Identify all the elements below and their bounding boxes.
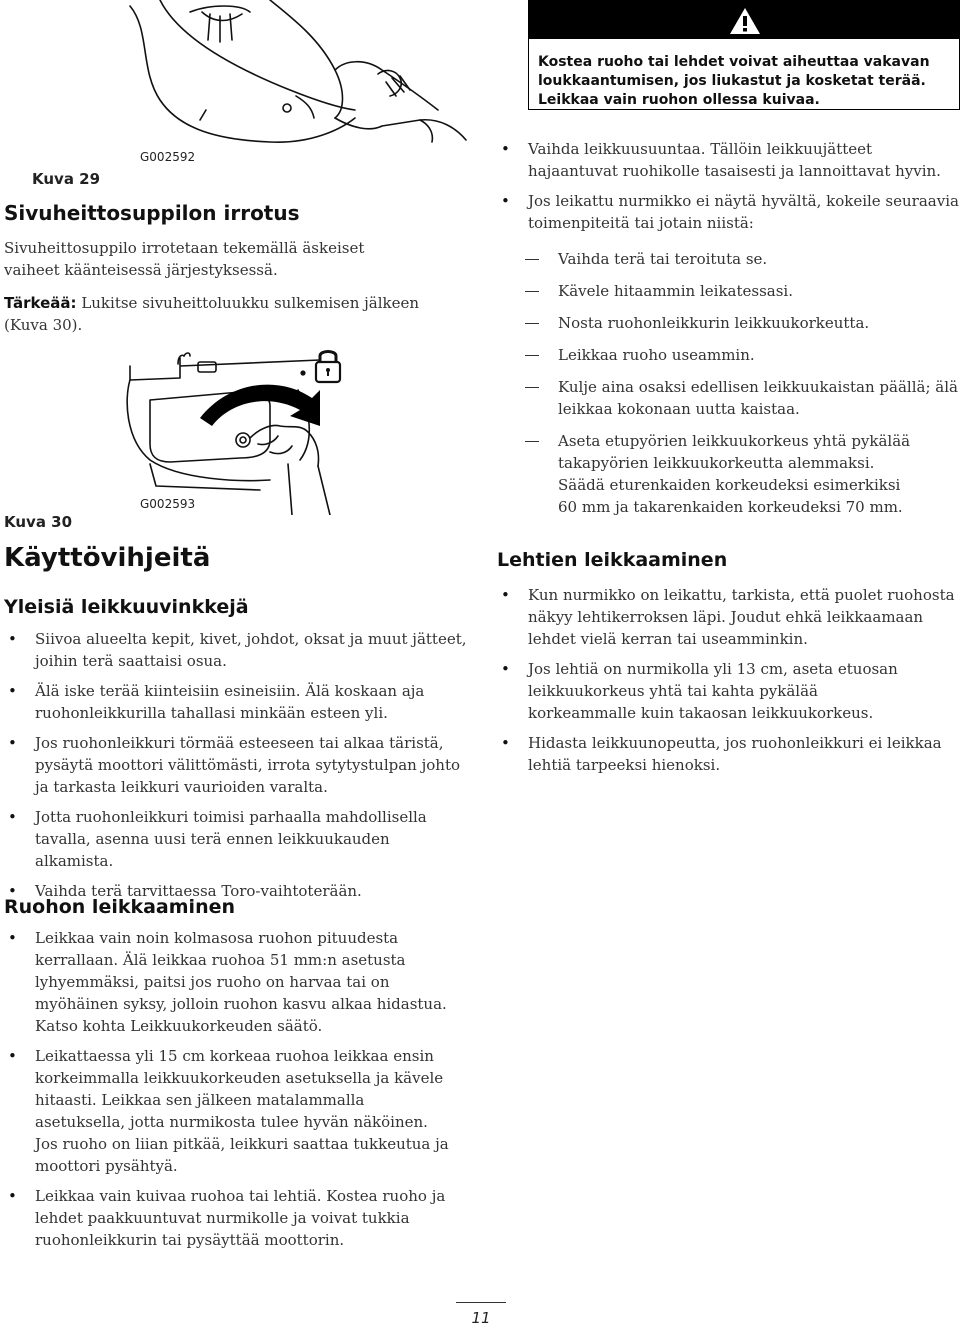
page-number-rule xyxy=(456,1302,506,1303)
important-note xyxy=(4,292,424,336)
rotate-arrow-icon xyxy=(200,385,320,426)
list-item: • Jos lehtiä on nurmikolla yli 13 cm, aseta etuosan leikkuukorkeus yhtä tai kahta pykälää korkeammalle kuin takaosan leikkuukorkeus. xyxy=(497,658,928,724)
list-item: • Kun nurmikko on leikattu, tarkista, että puolet ruohosta näkyy lehtikerroksen läpi. Joudut ehkä leikkaamaan lehdet vielä kerran tai useamminkin. xyxy=(497,584,959,650)
figure-30-caption: Kuva 30 xyxy=(4,513,73,531)
list-item: Kävele hitaammin leikatessasi. xyxy=(497,280,959,302)
grass-cutting-list xyxy=(4,927,449,1259)
list-item: • Jotta ruohonleikkuri toimisi parhaalla mahdollisella tavalla, asenna uusi terä ennen leikkuukauden alkamista. xyxy=(4,806,472,872)
padlock-icon xyxy=(312,346,344,384)
figure-29-code: G002592 xyxy=(140,150,196,164)
warning-box xyxy=(528,0,960,110)
section-title-chute-removal: Sivuheittosuppilon irrotus xyxy=(4,201,300,225)
subsection-title-general-tips: Yleisiä leikkuuvinkkejä xyxy=(4,596,249,618)
list-item: • Leikattaessa yli 15 cm korkeaa ruohoa leikkaa ensin korkeimmalla leikkuukorkeuden asetuksella ja kävele hitaasti. Leikkaa sen jälkeen matalammalla asetuksella, jotta nurmikosta tulee hyvän näköinen. Jos ruoho on liian pitkää, leikkuri saattaa tukkeutua ja moottori pysähtyä. xyxy=(4,1045,449,1177)
figure-29-caption: Kuva 29 xyxy=(32,170,101,188)
list-item: Aseta etupyörien leikkuukorkeus yhtä pykälää takapyörien leikkuukorkeutta alemmaksi. Säädä eturenkaiden korkeudeksi esimerkiksi 60 mm ja takarenkaiden korkeudeksi 70 mm. xyxy=(497,430,918,518)
warning-triangle-icon xyxy=(729,7,761,35)
figure-30-code: G002593 xyxy=(140,497,196,511)
list-item: Leikkaa ruoho useammin. xyxy=(497,344,959,366)
list-item: Kulje aina osaksi edellisen leikkuukaistan päällä; älä leikkaa kokonaan uutta kaistaa. xyxy=(497,376,959,420)
list-item: • Älä iske terää kiinteisiin esineisiin. Älä koskaan aja ruohonleikkurilla tahallasi minkään esteen yli. xyxy=(4,680,472,724)
mowing-tips-list xyxy=(497,138,959,242)
warning-header xyxy=(529,1,959,39)
chute-removal-text: Sivuheittosuppilo irrotetaan tekemällä äskeiset vaiheet käänteisessä järjestyksessä. xyxy=(4,239,365,279)
list-item: Vaihda terä tai teroituta se. xyxy=(497,248,959,270)
general-tips-list xyxy=(4,628,472,910)
list-item: • Vaihda leikkuusuuntaa. Tällöin leikkuujätteet hajaantuvat ruohikolle tasaisesti ja lannoittavat hyvin. xyxy=(497,138,959,182)
figure-29 xyxy=(120,0,500,168)
subsection-title-leaf-cutting: Lehtien leikkaaminen xyxy=(497,549,728,571)
list-item: • Vaihda terä tarvittaessa Toro-vaihtoterään. xyxy=(4,880,472,902)
important-label: Tärkeää: xyxy=(4,294,77,312)
page-number: 11 xyxy=(471,1309,491,1327)
list-item: • Jos ruohonleikkuri törmää esteeseen tai alkaa täristä, pysäytä moottori välittömästi, irrota sytytystulpan johto ja tarkasta leikkuri vaurioiden varalta. xyxy=(4,732,472,798)
section-title-operating-tips: Käyttövihjeitä xyxy=(4,543,211,573)
important-text: Lukitse sivuheittoluukku sulkemisen jälkeen (Kuva 30). xyxy=(4,294,420,334)
warning-text: Kostea ruoho tai lehdet voivat aiheuttaa vakavan loukkaantumisen, jos liukastut ja kosketat terää. Leikkaa vain ruohon ollessa kuivaa. xyxy=(538,54,930,108)
chute-removal-body xyxy=(4,237,414,281)
leaf-cutting-list xyxy=(497,584,959,784)
list-item: • Jos leikattu nurmikko ei näytä hyvältä, kokeile seuraavia toimenpiteitä tai jotain niistä: xyxy=(497,190,959,234)
subsection-title-grass-cutting: Ruohon leikkaaminen xyxy=(4,896,236,918)
chute-removal-illustration xyxy=(120,0,500,168)
list-item: • Leikkaa vain kuivaa ruohoa tai lehtiä. Kostea ruoho ja lehdet paakkuuntuvat nurmikolle ja voivat tukkia ruohonleikkurin tai pysäyttää moottorin. xyxy=(4,1185,449,1251)
list-item: Nosta ruohonleikkurin leikkuukorkeutta. xyxy=(497,312,959,334)
list-item: • Leikkaa vain noin kolmasosa ruohon pituudesta kerrallaan. Älä leikkaa ruohoa 51 mm:n asetusta lyhyemmäksi, paitsi jos ruoho on harvaa tai on myöhäinen syksy, jolloin ruohon kasvu alkaa hidastua. Katso kohta Leikkuukorkeuden säätö. xyxy=(4,927,449,1037)
lawn-improvement-list xyxy=(497,248,959,528)
list-item: • Siivoa alueelta kepit, kivet, johdot, oksat ja muut jätteet, joihin terä saattaisi osua. xyxy=(4,628,472,672)
list-item: • Hidasta leikkuunopeutta, jos ruohonleikkuri ei leikkaa lehtiä tarpeeksi hienoksi. xyxy=(497,732,959,776)
